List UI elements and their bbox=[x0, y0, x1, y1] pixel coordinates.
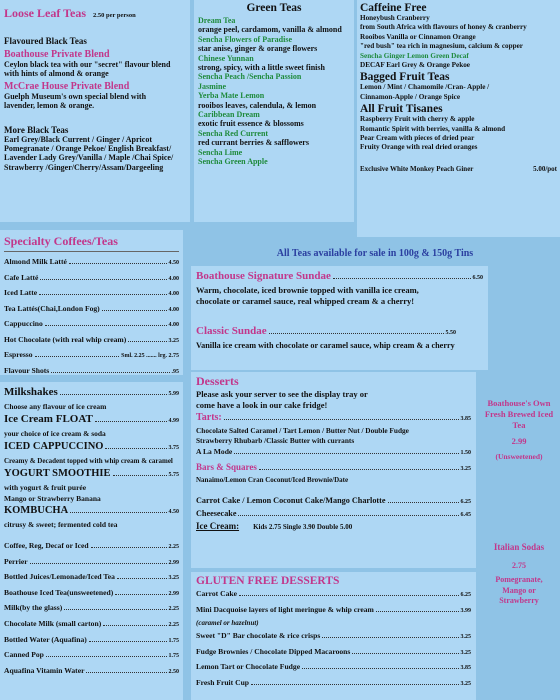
ice-cream-label: Ice Cream: bbox=[196, 521, 240, 531]
milkshakes-row: Milkshakes 5.99 bbox=[4, 386, 179, 398]
specialty-item: Flavour Shots .95 bbox=[4, 365, 179, 375]
desserts-panel bbox=[191, 372, 476, 568]
gluten-free-panel bbox=[191, 572, 476, 700]
italian-sodas-title: Italian Sodas bbox=[493, 542, 545, 552]
green-tea-desc: orange peel, cardamom, vanilla & almond bbox=[198, 25, 342, 35]
green-tea-desc: red currant berries & safflowers bbox=[198, 138, 309, 148]
milkshakes-sub: Choose any flavour of ice cream bbox=[4, 402, 107, 411]
kombucha-sub: citrusy & sweet; fermented cold tea bbox=[4, 520, 118, 529]
green-teas-title: Green Teas bbox=[246, 2, 302, 14]
drink-item: Chocolate Milk (small carton) 2.25 bbox=[4, 618, 179, 628]
ice-cream-prices: Kids 2.75 Single 3.90 Double 5.00 bbox=[253, 523, 353, 531]
drink-item: Bottled Water (Aquafina) 1.75 bbox=[4, 634, 179, 644]
tisanes-title: All Fruit Tisanes bbox=[360, 103, 443, 116]
drink-item: Canned Pop 1.75 bbox=[4, 650, 179, 660]
caffeine-free-title: Caffeine Free bbox=[360, 2, 427, 14]
green-tea-name: Sencha Peach /Sencha Passion bbox=[198, 72, 302, 82]
desserts-intro: come have a look in our cake fridge! bbox=[196, 400, 328, 410]
italian-soda-flavour: Strawberry bbox=[499, 596, 539, 605]
gluten-free-item: Mini Dacquoise layers of light meringue & whip cream 3.99 bbox=[196, 604, 471, 614]
tarts-line: Chocolate Salted Caramel / Tart Lemon / Butter Nut / Double Fudge bbox=[196, 426, 409, 435]
gluten-free-item: Lemon Tart or Chocolate Fudge 3.85 bbox=[196, 662, 471, 671]
mccrae-blend-name: McCrae House Private Blend bbox=[4, 80, 130, 92]
gluten-free-item: Fresh Fruit Cup 3.25 bbox=[196, 677, 471, 687]
more-black-line: Earl Grey/Black Current / Ginger / Apricot bbox=[4, 134, 152, 144]
bagged-line: Lemon / Mint / Chamomile /Cran- Apple / bbox=[360, 83, 490, 92]
tisane-line: Raspberry Fruit with cherry & apple bbox=[360, 115, 475, 124]
green-tea-name: Sencha Red Current bbox=[198, 128, 269, 138]
specialty-item: Iced Latte 4.00 bbox=[4, 288, 179, 297]
milkshakes-panel bbox=[0, 382, 183, 700]
green-teas-panel bbox=[194, 0, 354, 222]
caffeine-free-line: "red bush" tea rich in magnesium, calcium & copper bbox=[360, 42, 523, 51]
mccrae-blend-desc: Guelph Museum's own special blend with bbox=[4, 91, 147, 101]
gluten-free-note: (caramel or hazelnut) bbox=[196, 619, 259, 627]
more-black-line: Pomegranate / Orange Pekoe/ English Breakfast/ bbox=[4, 144, 172, 154]
float-sub: your choice of ice cream & soda bbox=[4, 429, 106, 438]
italian-soda-flavour: Mango or bbox=[502, 585, 536, 595]
green-tea-name: Chinese Yunnan bbox=[198, 53, 254, 63]
boathouse-blend-desc: with hints of almond & orange bbox=[4, 69, 109, 79]
milkshakes-title: Milkshakes bbox=[4, 386, 58, 398]
sundae-panel bbox=[191, 266, 488, 370]
specialty-panel bbox=[0, 230, 183, 375]
specialty-item: Hot Chocolate (with real whip cream) 3.25 bbox=[4, 334, 179, 344]
more-black-line: Lavender Lady Grey/Vanilla / Maple /Chai Spice/ bbox=[4, 153, 174, 163]
loose-leaf-panel bbox=[0, 0, 190, 222]
tisane-line: Fruity Orange with real dried oranges bbox=[360, 143, 478, 152]
boathouse-blend-name: Boathouse Private Blend bbox=[4, 49, 110, 60]
bars-line: Nanaimo/Lemon Cran Coconut/Iced Brownie/Date bbox=[196, 476, 349, 484]
yogurt-row: YOGURT SMOOTHIE 5.75 bbox=[4, 468, 179, 479]
ala-mode-row: A La Mode 1.50 bbox=[196, 447, 471, 456]
specialty-title: Specialty Coffees/Teas bbox=[4, 234, 118, 248]
flavoured-heading: Flavoured Black Teas bbox=[4, 36, 87, 46]
drinks-list bbox=[4, 539, 179, 679]
gluten-free-item: Fudge Brownies / Chocolate Dipped Macaroons 3.25 bbox=[196, 646, 471, 656]
tisane-line: Romantic Spirit with berries, vanilla & almond bbox=[360, 124, 506, 133]
caffeine-free-line: Rooibos Vanilla or Cinnamon Orange bbox=[360, 32, 476, 41]
more-black-line: Strawberry /Ginger/Cherry/Assam/Dargeeling bbox=[4, 162, 164, 172]
green-tea-desc: strong, spicy, with a little sweet finish bbox=[198, 63, 325, 73]
drink-item: Aquafina Vitamin Water 2.50 bbox=[4, 665, 179, 675]
caffeine-free-line: Honeybush Cranberry bbox=[360, 14, 430, 22]
classic-title: Classic Sundae bbox=[196, 325, 267, 337]
green-tea-name: Jasmine bbox=[198, 81, 226, 91]
boathouse-iced-price: 2.99 bbox=[511, 436, 527, 446]
drink-item: Coffee, Reg, Decaf or Iced 2.25 bbox=[4, 541, 179, 550]
exclusive-price: 5.00/pot bbox=[533, 164, 557, 173]
green-tea-name: Sencha Flowers of Paradise bbox=[198, 34, 292, 44]
boathouse-iced-note: (Unsweetened) bbox=[495, 452, 543, 461]
carrot-row: Carrot Cake / Lemon Coconut Cake/Mango Charlotte 6.25 bbox=[196, 496, 471, 505]
tarts-line: Strawberry Rhubarb /Classic Butter with currants bbox=[196, 436, 355, 445]
ice-cream-row bbox=[196, 521, 471, 531]
kombucha-row: KOMBUCHA 4.50 bbox=[4, 505, 179, 516]
green-tea-name: Caribbean Dream bbox=[198, 110, 260, 120]
gluten-free-item: Sweet "D" Bar chocolate & rice crisps 3.25 bbox=[196, 631, 471, 640]
loose-leaf-header bbox=[4, 4, 186, 22]
italian-sodas bbox=[478, 542, 560, 607]
green-tea-name: Sencha Green Apple bbox=[198, 157, 268, 167]
specialty-item: Tea Lattés(Chai,London Fog) 4.00 bbox=[4, 303, 179, 313]
boathouse-blend-desc: Ceylon black tea with our "secret" flavour blend bbox=[4, 60, 171, 69]
boathouse-iced-line: Boathouse's Own bbox=[487, 398, 551, 408]
caffeine-free-panel bbox=[357, 0, 560, 237]
classic-desc: Vanilla ice cream with chocolate or caramel sauce, whip cream & a cherry bbox=[196, 341, 455, 350]
boathouse-iced-line: Fresh Brewed Iced bbox=[484, 409, 554, 419]
more-black-heading: More Black Teas bbox=[4, 124, 69, 135]
bars-row: Bars & Squares 3.25 bbox=[196, 462, 471, 472]
signature-desc: Warm, chocolate, iced brownie topped with vanilla ice cream, bbox=[196, 285, 419, 295]
specialty-item: Cafe Latté 4.00 bbox=[4, 272, 179, 282]
italian-sodas-price: 2.75 bbox=[512, 560, 526, 570]
signature-title: Boathouse Signature Sundae bbox=[196, 270, 331, 282]
exclusive-row bbox=[360, 165, 557, 173]
green-tea-name: Sencha Lime bbox=[198, 147, 243, 157]
specialty-item: Cappuccino 4.00 bbox=[4, 319, 179, 328]
green-tea-name: Dream Tea bbox=[198, 16, 236, 25]
float-row: Ice Cream FLOAT 4.99 bbox=[4, 413, 179, 425]
drink-item: Perrier 2.99 bbox=[4, 556, 179, 566]
iced-cappuccino-sub: Creamy & Decadent topped with whip cream & caramel bbox=[4, 457, 173, 465]
classic-row: Classic Sundae 5.50 bbox=[196, 325, 456, 337]
green-tea-desc: exotic fruit essence & blossoms bbox=[198, 119, 304, 129]
yogurt-sub: with yogurt & fruit purée bbox=[4, 483, 87, 492]
drink-item: Bottled Juices/Lemonade/Iced Tea 3.25 bbox=[4, 572, 179, 582]
signature-desc: chocolate or caramel sauce, real whipped cream & a cherry! bbox=[196, 296, 415, 306]
gluten-free-title: GLUTEN FREE DESSERTS bbox=[196, 575, 340, 587]
drink-item: Milk(by the glass) 2.25 bbox=[4, 603, 179, 613]
exclusive-tea: Exclusive White Monkey Peach Giner bbox=[360, 164, 474, 173]
italian-soda-flavour: Pomegranate, bbox=[495, 575, 543, 584]
green-tea-desc: rooibos leaves, calendula, & lemon bbox=[198, 100, 317, 110]
tarts-row: Tarts: 3.85 bbox=[196, 412, 471, 423]
signature-row: Boathouse Signature Sundae 6.50 bbox=[196, 270, 483, 282]
drink-item: Boathouse Iced Tea(unsweetened) 2.99 bbox=[4, 587, 179, 597]
desserts-title: Desserts bbox=[196, 374, 239, 388]
loose-leaf-title: Loose Leaf Teas bbox=[4, 6, 87, 20]
tisane-line: Pear Cream with pieces of dried pear bbox=[360, 134, 475, 143]
all-teas-note: All Teas available for sale in 100g & 150g Tins bbox=[276, 248, 474, 259]
gluten-free-item: Carrot Cake 6.25 bbox=[196, 589, 471, 598]
green-tea-name: Yerba Mate Lemon bbox=[198, 91, 265, 101]
boathouse-iced-line: Tea bbox=[512, 420, 526, 430]
loose-leaf-price: 2.50 per person bbox=[93, 12, 136, 19]
specialty-item: Espresso Sml. 2.25 ....... lrg. 2.75 bbox=[4, 350, 179, 359]
mccrae-blend-desc: lavender, lemon & orange. bbox=[4, 101, 95, 111]
desserts-intro: Please ask your server to see the display tray or bbox=[196, 389, 368, 399]
specialty-item: Almond Milk Latté 4.50 bbox=[4, 257, 179, 266]
caffeine-free-line: DECAF Earl Grey & Orange Pekoe bbox=[360, 61, 470, 70]
iced-cappuccino-row: ICED CAPPUCCINO 3.75 bbox=[4, 441, 179, 452]
bagged-line: Cinnamon-Apple / Orange Spice bbox=[360, 92, 461, 101]
green-tea-desc: star anise, ginger & orange flowers bbox=[198, 44, 318, 54]
caffeine-free-line: from South Africa with flavours of honey & cranberry bbox=[360, 23, 527, 32]
yogurt-sub: Mango or Strawberry Banana bbox=[4, 494, 101, 503]
cheesecake-row: Cheesecake 6.45 bbox=[196, 509, 471, 518]
caffeine-free-green-line: Sencha Ginger Lemon Green Decaf bbox=[360, 51, 469, 60]
bagged-title: Bagged Fruit Teas bbox=[360, 71, 450, 84]
boathouse-iced-tea bbox=[478, 398, 560, 462]
